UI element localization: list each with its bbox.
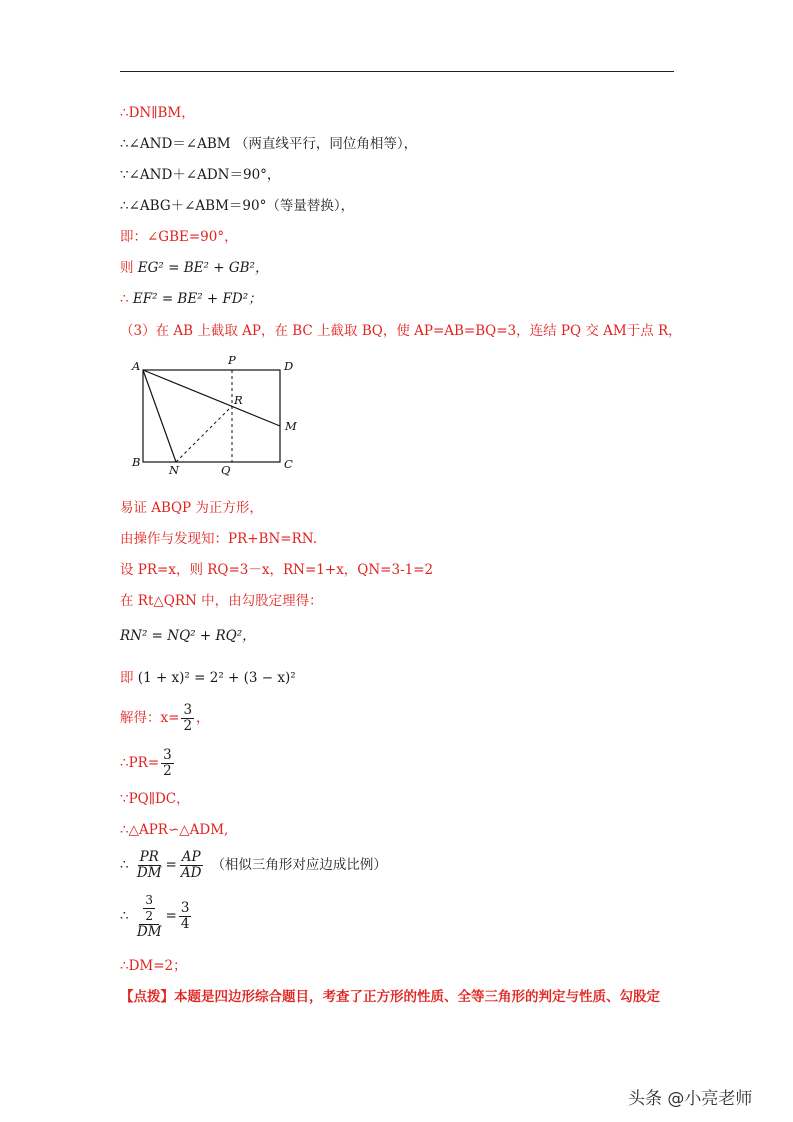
label-m: M <box>285 419 297 433</box>
line-8: （3）在 AB 上截取 AP，在 BC 上截取 BQ，使 AP=AB=BQ=3，连结 PQ 交 AM于点 R， <box>120 323 682 339</box>
line-4: ∴∠ABG＋∠ABM＝90°（等量替换）， <box>120 198 355 214</box>
line-5: 即：∠GBE=90°， <box>120 229 238 245</box>
watermark: 头条 @小亮老师 <box>628 1089 753 1109</box>
line-2: ∴∠AND＝∠ABM （两直线平行，同位角相等）， <box>120 136 418 152</box>
line-15-prefix: 解得：x= <box>120 710 180 726</box>
line-11: 设 PR=x，则 RQ=3－x，RN=1+x，QN=3-1=2 <box>120 562 434 578</box>
label-n: N <box>169 463 180 477</box>
fraction-pr-dm: $\frac{PR}{DM}$ <box>136 849 162 881</box>
line-6-math: EG² = BE² + GB²， <box>137 260 269 276</box>
line-7-math: EF² = BE² + FD²； <box>132 291 262 307</box>
line-13: RN² = NQ² + RQ²， <box>120 628 256 644</box>
label-b: B <box>132 455 141 469</box>
fraction-pr: $\frac{3}{2}$ <box>163 747 172 779</box>
line-9: 易证 ABQP 为正方形， <box>120 500 263 516</box>
line-15-suffix: ， <box>196 710 210 726</box>
compound-fraction: $\frac{\frac{3}{2}}{DM}$ <box>136 893 162 940</box>
line-6 <box>120 259 268 277</box>
label-q: Q <box>221 463 231 477</box>
fraction-three-quarters: $\frac{3}{4}$ <box>180 900 190 932</box>
line-19-eq: = <box>165 857 177 873</box>
line-19 <box>120 850 387 881</box>
line-6-prefix: 则 <box>120 260 138 276</box>
line-16-prefix: ∴PR= <box>120 755 160 771</box>
line-1: ∴DN∥BM， <box>120 105 195 121</box>
fraction-ap-ad: $\frac{AP}{AD}$ <box>180 849 202 881</box>
line-19-prefix: ∴ <box>120 857 133 873</box>
line-14-prefix: 即 <box>120 670 138 686</box>
line-10: 由操作与发现知：PR+BN=RN. <box>120 531 318 547</box>
label-p: P <box>228 353 236 367</box>
line-7-prefix: ∴ <box>120 291 133 307</box>
line-12: 在 Rt△QRN 中，由勾股定理得： <box>120 593 323 609</box>
label-c: C <box>284 457 293 471</box>
line-7 <box>120 290 262 308</box>
label-d: D <box>284 359 294 373</box>
line-rn <box>176 406 232 462</box>
fraction-x: $\frac{3}{2}$ <box>183 702 193 734</box>
geometry-diagram <box>128 350 308 480</box>
header-rule <box>120 71 674 72</box>
line-20-prefix: ∴ <box>120 908 133 924</box>
line-14-math: (1 + x)² = 2² + (3 − x)² <box>137 670 296 686</box>
line-16 <box>120 748 176 779</box>
line-20 <box>120 893 193 940</box>
line-19-suffix: （相似三角形对应边成比例） <box>211 857 387 873</box>
line-an <box>143 370 176 462</box>
line-17: ∵PQ∥DC， <box>120 791 190 807</box>
line-14 <box>120 669 296 687</box>
line-22: 【点拨】本题是四边形综合题目，考查了正方形的性质、全等三角形的判定与性质、勾股定 <box>120 989 660 1005</box>
line-3: ∵∠AND＋∠ADN＝90°， <box>120 167 281 183</box>
line-20-eq: = <box>165 908 177 924</box>
line-am <box>143 370 280 426</box>
line-15 <box>120 703 210 734</box>
line-18: ∴△APR∽△ADM, <box>120 822 229 838</box>
label-r: R <box>234 393 243 407</box>
line-21: ∴DM=2； <box>120 958 187 974</box>
label-a: A <box>132 359 141 373</box>
rectangle-abcd <box>143 370 280 462</box>
